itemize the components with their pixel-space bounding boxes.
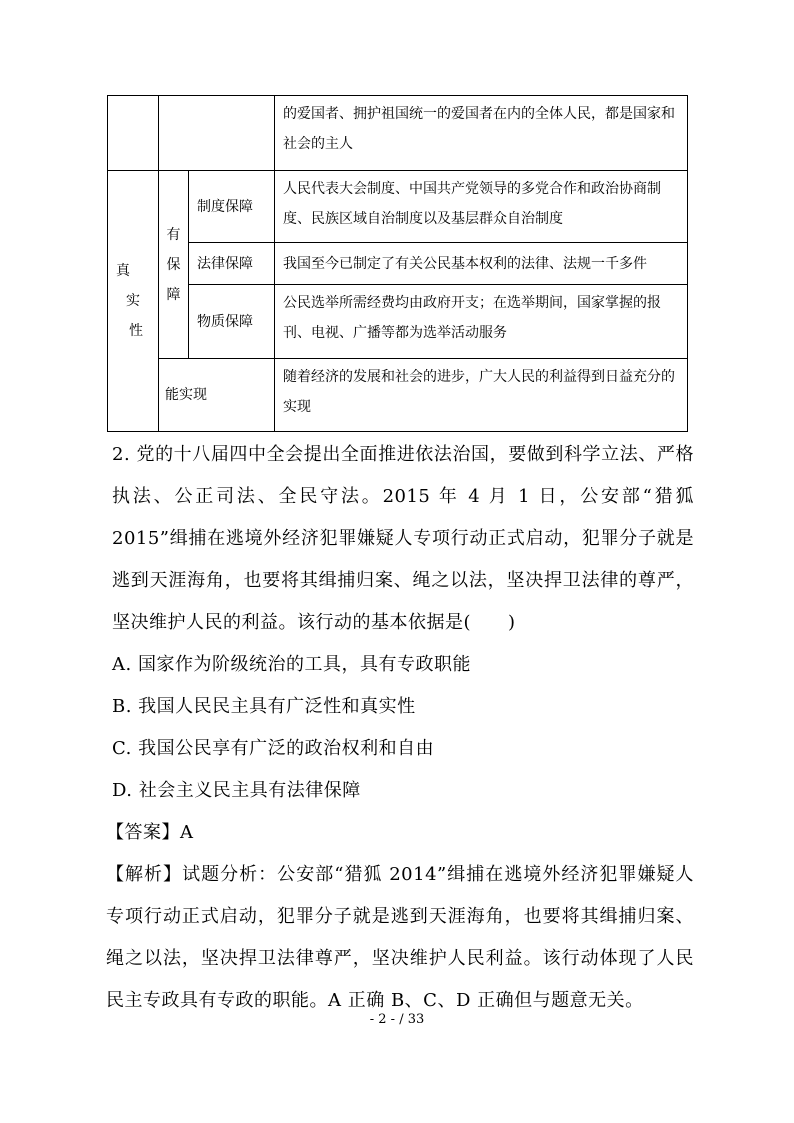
table-border-top — [107, 95, 688, 96]
authenticity-char-3: 性 — [129, 323, 143, 339]
analysis-text: 【解析】试题分析：公安部“猎狐 2014”缉捕在逃境外经济犯罪嫌疑人专项行动正式启动，犯罪分子就是逃到天涯海角，也要将其缉捕归案、绳之以法，坚决捍卫法律尊严，坚决维护人民利益。该行动体现了人民民主专政具有专政的职能。A 正确 B、C、D 正确但与题意无关。 — [106, 864, 694, 1011]
guaranteed-char-2: 保 — [166, 256, 181, 273]
democracy-table — [107, 95, 688, 432]
question-text: 2. 党的十八届四中全会提出全面推进依法治国，要做到科学立法、严格执法、公正司法、全民守法。2015 年 4 月 1 日，公安部“猎狐 2015”缉捕在逃境外经济犯罪嫌疑人专项行动正式启动，犯罪分子就是逃到天涯海角，也要将其缉捕归案、绳之以法，坚决捍卫法律的尊严，坚决维护人民的利益。该行动的基本依据是( ) — [112, 444, 694, 633]
authenticity-char-2: 实 — [126, 293, 140, 309]
option-b: B. 我国人民民主具有广泛性和真实性 — [112, 696, 416, 717]
institutional-guarantee-content: 人民代表大会制度、中国共产党领导的多党合作和政治协商制度、民族区域自治制度以及基层群众自治制度 — [283, 181, 661, 227]
authenticity-char-1: 真 — [116, 263, 130, 279]
table-border-right — [687, 95, 688, 432]
option-a: A. 国家作为阶级统治的工具，具有专政职能 — [112, 654, 471, 675]
guaranteed-char-1: 有 — [166, 226, 181, 243]
material-guarantee-label: 物质保障 — [197, 313, 253, 330]
achievable-content: 随着经济的发展和社会的进步，广大人民的利益得到日益充分的实现 — [283, 369, 675, 415]
guaranteed-label — [159, 171, 188, 358]
material-guarantee-content: 公民选举所需经费均由政府开支；在选举期间，国家掌握的报刊、电视、广播等都为选举活动服务 — [283, 295, 661, 341]
answer-line: 【答案】A — [106, 822, 194, 843]
legal-guarantee-label: 法律保障 — [197, 255, 253, 272]
table-row0-content: 的爱国者、拥护祖国统一的爱国者在内的全体人民，都是国家和社会的主人 — [283, 106, 675, 152]
legal-guarantee-content: 我国至今已制定了有关公民基本权利的法律、法规一千多件 — [283, 255, 647, 272]
table-border-bottom — [107, 431, 688, 432]
option-c: C. 我国公民享有广泛的政治权利和自由 — [112, 738, 435, 759]
question-block — [106, 434, 694, 1022]
authenticity-label — [108, 171, 158, 431]
institutional-guarantee-label: 制度保障 — [197, 198, 253, 215]
guaranteed-char-3: 障 — [166, 286, 181, 303]
achievable-label: 能实现 — [165, 387, 207, 403]
page-number: - 2 - / 33 — [369, 1012, 425, 1027]
option-d: D. 社会主义民主具有法律保障 — [112, 780, 361, 801]
